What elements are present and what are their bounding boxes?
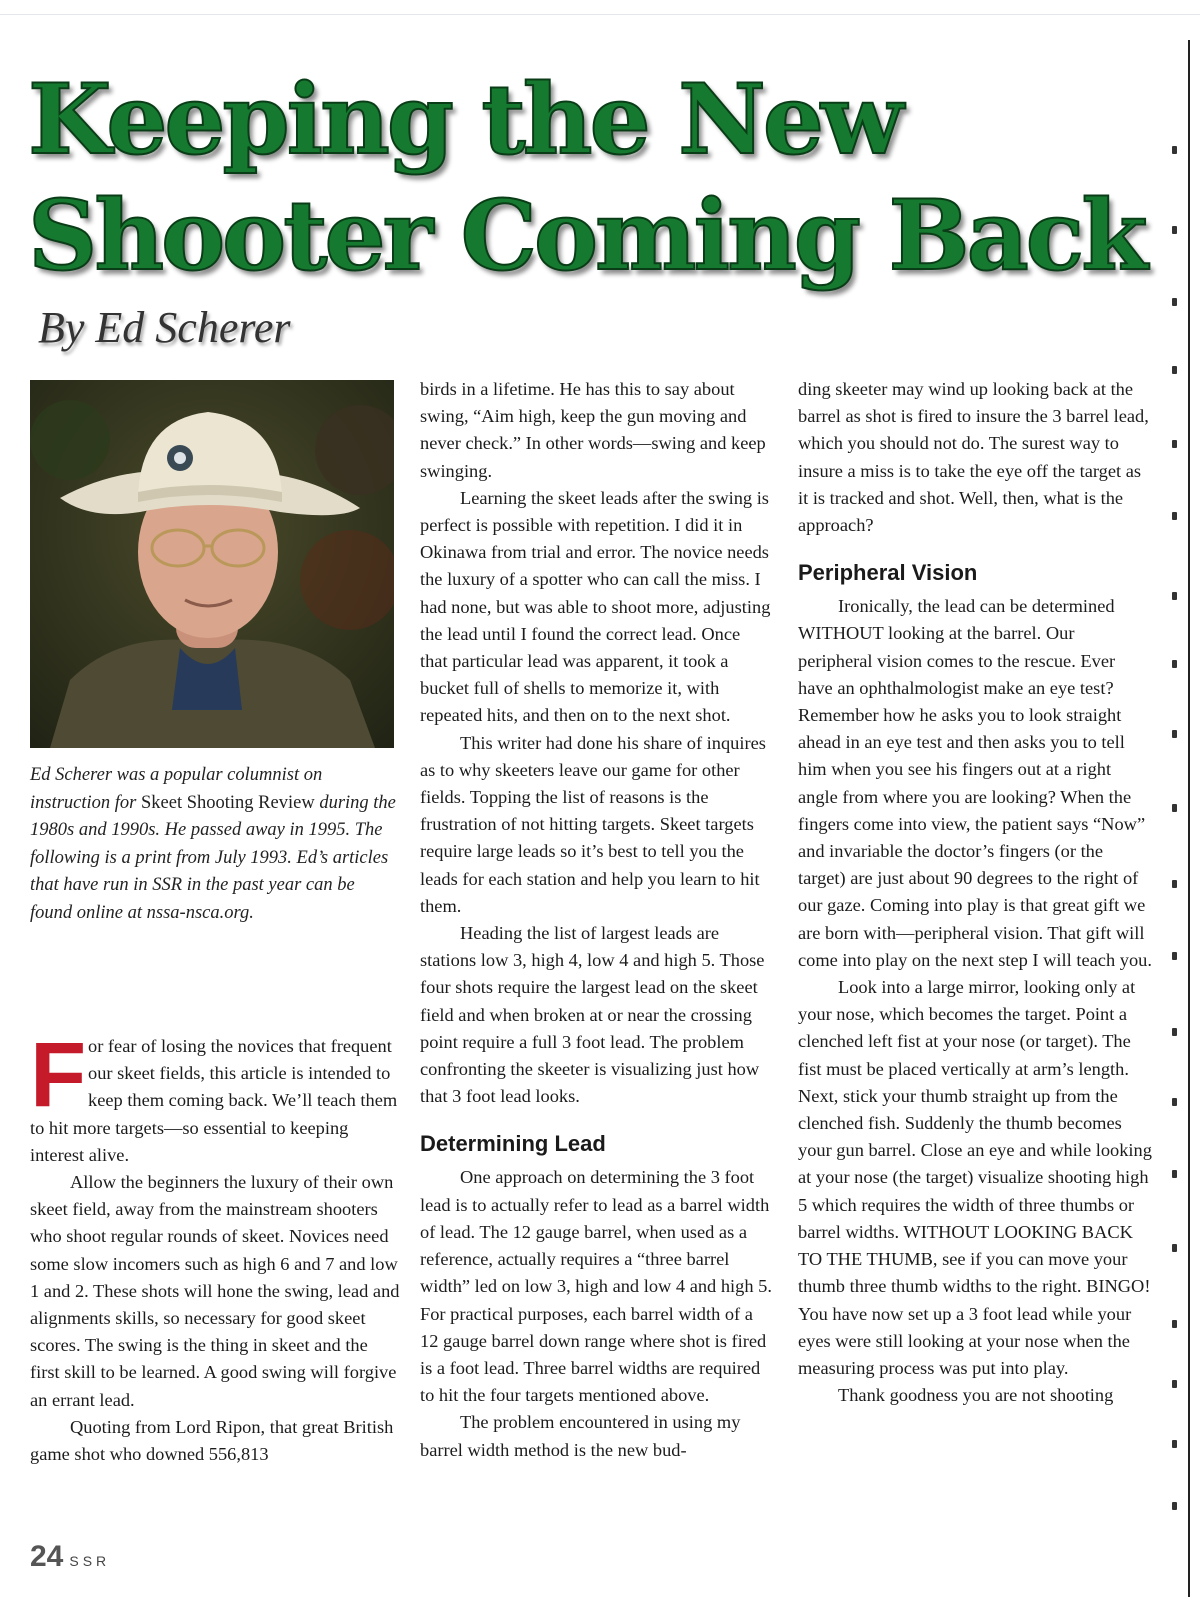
- paragraph: Ironically, the lead can be determined WITHOUT looking at the barrel. Our peripheral vision comes to the rescue. Ever have an ophthalmologist make an eye test? Remember how he asks you to look straight ahead in an eye test and then asks you to tell him when you see his fingers out at a right angle from where you are looking? When the fingers come into view, the patient says “Now” and invariable the doctor’s fingers (or the target) are just about 90 degrees to the right of our gaze. Coming into play is that great gift we are born with—peripheral vision. That gift will come into play on the next step I will teach you.: [798, 596, 1152, 970]
- article-title: Keeping the New Shooter Coming Back: [28, 63, 1145, 292]
- caption-text-continued: during the 1980s and 1990s. He passed away in 1995. The following is a print from July 1993. Ed’s articles that have run in SSR in the past year can be found online at nssa-nsca.org.: [30, 792, 396, 923]
- paragraph: The problem encountered in using my barrel width method is the new bud-: [420, 1412, 741, 1460]
- paragraph: This writer had done his share of inquires as to why skeeters leave our game for other fields. Topping the list of reasons is the frustration of not hitting targets. Skeet targets require large leads so it’s best to tell you the leads for each station and help you learn to hit them.: [420, 732, 766, 916]
- caption-publication-name: Skeet Shooting Review: [141, 792, 315, 813]
- portrait-illustration: [30, 380, 394, 748]
- page-number: 24: [30, 1540, 64, 1573]
- paragraph: Learning the skeet leads after the swing is perfect is possible with repetition. I did it in Okinawa from trial and error. The novice needs the luxury of a spotter who can call the miss. I had none, but was able to shoot more, adjusting the lead until I found the correct lead. Once that particular lead was apparent, it took a bucket full of shells to memorize it, with repeated hits, and then on to the next shot.: [420, 487, 771, 726]
- subhead-peripheral-vision: Peripheral Vision: [798, 560, 978, 586]
- subhead-determining-lead: Determining Lead: [420, 1131, 606, 1157]
- page-edge-marks: [1168, 140, 1188, 1580]
- magazine-name: SSR: [69, 1553, 111, 1569]
- column-1: [30, 1024, 400, 1468]
- paragraph: One approach on determining the 3 foot lead is to actually refer to lead as a barrel width of lead. The 12 gauge barrel, when used as a reference, actually requires a “three barrel width” led on low 3, high and low 4 and high 5. For practical purposes, each barrel width of a 12 gauge barrel down range where shot is fired is a foot lead. Three barrel widths are required to hit the four targets mentioned above.: [420, 1167, 772, 1406]
- paragraph: Quoting from Lord Ripon, that great British game shot who downed 556,813: [30, 1416, 394, 1465]
- page-edge-line: [1188, 40, 1190, 1597]
- paragraph: ding skeeter may wind up looking back at the barrel as shot is fired to insure the 3 barrel lead, which you should not do. The surest way to insure a miss is to take the eye off the target as it is tracked and shot. Well, then, what is the approach?: [798, 379, 1149, 536]
- column-3: [798, 376, 1153, 1409]
- photo-caption: [30, 762, 400, 927]
- page-folio: [30, 1540, 110, 1574]
- top-rule: [0, 14, 1200, 15]
- drop-cap: F: [30, 1024, 87, 1126]
- paragraph: Allow the beginners the luxury of their own skeet field, away from the mainstream shooters who shoot regular rounds of skeet. Novices need some slow incomers such as high 6 and 7 and low 1 and 2. These shots will hone the swing, lead and alignments skills, so necessary for good skeet scores. The swing is the thing in skeet and the first skill to be learned. A good swing will forgive an errant lead.: [30, 1172, 400, 1410]
- paragraph: Thank goodness you are not shooting: [838, 1385, 1114, 1406]
- paragraph-intro-text: or fear of losing the novices that frequent our skeet fields, this article is intended to keep them coming back. We’ll teach them to hit more targets—so essential to keeping interest alive.: [30, 1036, 398, 1165]
- caption-text: Ed Scherer was a popular columnist on instruction for: [30, 765, 323, 813]
- paragraph: Heading the list of largest leads are stations low 3, high 4, low 4 and high 5. Those four shots require the largest lead on the skeet field and when broken at or near the crossing point require a full 3 foot lead. The problem confronting the skeeter is visualizing just how that 3 foot lead looks.: [420, 923, 765, 1107]
- column-2: [420, 376, 772, 1464]
- paragraph: birds in a lifetime. He has this to say about swing, “Aim high, keep the gun moving and never check.” In other words—swing and keep swinging.: [420, 379, 766, 481]
- paragraph: Look into a large mirror, looking only at your nose, which becomes the target. Point a clenched left fist at your nose (or target). The fist must be placed vertically at arm’s length. Next, stick your thumb straight up from the clenched fish. Suddenly the thumb becomes your gun barrel. Close an eye and while looking at your nose (the target) visualize shooting high 5 which requires the width of three thumbs or barrel widths. WITHOUT LOOKING BACK TO THE THUMB, see if you can move your thumb three thumb widths to the right. BINGO! You have now set up a 3 foot lead while your eyes were still looking at your nose when the measuring process was put into play.: [798, 977, 1152, 1378]
- byline: By Ed Scherer: [38, 303, 291, 352]
- paragraph-intro: [30, 1024, 400, 1169]
- author-portrait-photo: [30, 380, 394, 748]
